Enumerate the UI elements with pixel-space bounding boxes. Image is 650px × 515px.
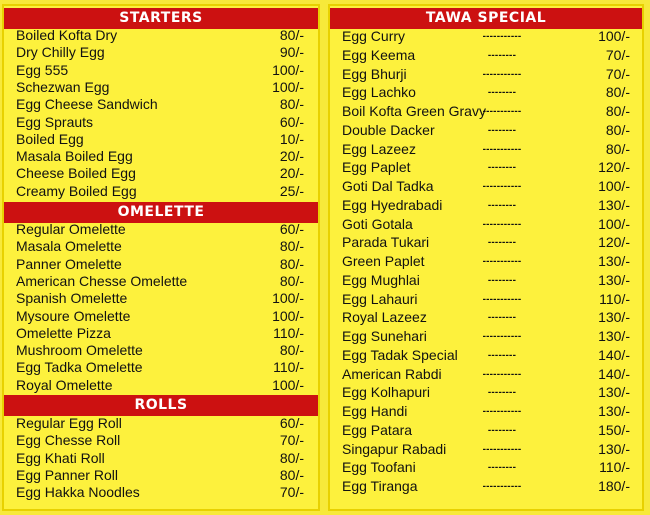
item-name: Egg Cheese Sandwich	[16, 96, 158, 113]
item-price: 80/-	[279, 449, 304, 466]
menu-item	[330, 478, 642, 495]
menu-item	[330, 459, 642, 476]
item-name: Egg Lachko	[342, 84, 416, 101]
item-dash-leader: -----------	[482, 256, 522, 267]
item-price: 150/-	[598, 421, 630, 438]
item-dash-leader: -----------	[482, 143, 522, 155]
item-name: Green Paplet	[342, 253, 425, 269]
item-name: Goti Dal Tadka	[342, 178, 434, 194]
tawa-special-header: TAWA SPECIAL	[330, 8, 642, 29]
item-dash-leader: --------	[487, 237, 517, 249]
item-dash-leader: -----------	[482, 293, 522, 305]
item-name: Egg 555	[16, 61, 69, 78]
menu-item	[330, 291, 642, 308]
menu-item	[4, 238, 318, 255]
item-name: Goti Gotala	[342, 215, 413, 232]
item-name: Egg Handi	[342, 403, 408, 419]
item-name: Boiled Kofta Dry	[16, 27, 118, 43]
omelette-header: OMELETTE	[4, 202, 318, 223]
item-name: Royal Lazeez	[342, 309, 427, 326]
item-dash-leader: --------	[487, 87, 517, 99]
item-name: Omelette Pizza	[16, 324, 111, 341]
menu-item	[330, 328, 642, 345]
item-price: 100/-	[272, 290, 304, 307]
item-price: 130/-	[598, 384, 630, 401]
menu-item	[4, 290, 318, 307]
menu-item	[330, 122, 642, 139]
item-name: Egg Tiranga	[342, 478, 418, 494]
item-price: 80/-	[605, 103, 630, 119]
item-price: 25/-	[279, 182, 304, 199]
item-price: 130/-	[598, 309, 630, 326]
item-name: Egg Tadka Omelette	[16, 359, 143, 376]
item-dash-leader: -----------	[482, 68, 522, 80]
item-price: 20/-	[279, 148, 304, 165]
menu-item	[330, 309, 642, 326]
menu-item	[4, 165, 318, 182]
item-name: Egg Lazeez	[342, 140, 416, 157]
item-price: 130/-	[598, 253, 630, 269]
item-name: Singapur Rabadi	[342, 440, 447, 457]
item-dash-leader: --------	[487, 349, 517, 361]
item-name: Mushroom Omelette	[16, 342, 143, 359]
item-dash-leader: -----------	[482, 331, 522, 342]
item-price: 140/-	[598, 365, 630, 382]
item-price: 130/-	[598, 271, 630, 288]
item-dash-leader: -----------	[482, 181, 522, 192]
menu-item	[4, 44, 318, 61]
item-name: Parada Tukari	[342, 234, 430, 251]
item-price: 120/-	[598, 234, 630, 251]
item-name: Boil Kofta Green Gravy	[342, 103, 486, 119]
item-name: Royal Omelette	[16, 376, 113, 393]
item-price: 120/-	[598, 159, 630, 176]
menu-item	[330, 253, 642, 270]
menu-item	[330, 178, 642, 195]
item-name: Cheese Boiled Egg	[16, 165, 136, 182]
item-price: 60/-	[279, 113, 304, 130]
item-dash-leader: --------	[487, 124, 517, 136]
item-name: American Chesse Omelette	[16, 272, 188, 289]
item-name: Egg Keema	[342, 46, 416, 63]
item-name: Egg Lahauri	[342, 290, 418, 307]
menu-item	[4, 342, 318, 359]
item-dash-leader: --------	[487, 162, 517, 174]
item-name: Panner Omelette	[16, 255, 122, 272]
item-dash-leader: -----------	[482, 443, 522, 455]
item-price: 100/-	[272, 376, 304, 393]
menu-item	[4, 484, 318, 501]
item-price: 70/-	[605, 46, 630, 63]
item-name: Schezwan Egg	[16, 78, 110, 95]
item-name: Egg Panner Roll	[16, 466, 118, 483]
menu-item	[4, 450, 318, 467]
item-name: Egg Hakka Noodles	[16, 484, 140, 501]
menu-item	[330, 84, 642, 101]
item-name: Boiled Egg	[16, 130, 84, 147]
item-name: Egg Tadak Special	[342, 346, 458, 363]
item-price: 60/-	[279, 221, 304, 237]
item-dash-leader: --------	[487, 387, 517, 399]
item-price: 80/-	[279, 255, 304, 272]
item-name: Egg Toofani	[342, 459, 416, 476]
item-dash-leader: --------	[487, 274, 517, 286]
item-price: 70/-	[605, 65, 630, 82]
item-price: 100/-	[598, 215, 630, 232]
item-name: Egg Sunehari	[342, 328, 427, 344]
item-price: 180/-	[598, 478, 630, 494]
item-name: Spanish Omelette	[16, 290, 128, 307]
menu-item	[330, 141, 642, 158]
menu-item	[4, 359, 318, 376]
item-price: 130/-	[598, 440, 630, 457]
item-price: 130/-	[598, 196, 630, 213]
menu-item	[4, 221, 318, 238]
item-price: 100/-	[272, 61, 304, 78]
item-name: Egg Chesse Roll	[16, 432, 121, 449]
menu-item	[330, 66, 642, 83]
item-name: Double Dacker	[342, 121, 435, 138]
item-name: Regular Omelette	[16, 221, 126, 237]
menu-item	[4, 79, 318, 96]
item-price: 100/-	[598, 28, 630, 44]
item-price: 140/-	[598, 346, 630, 363]
menu-item	[4, 377, 318, 394]
item-name: Egg Khati Roll	[16, 449, 105, 466]
item-price: 80/-	[279, 27, 304, 43]
item-price: 110/-	[599, 459, 630, 476]
starters-header: STARTERS	[4, 8, 318, 29]
item-name: Egg Bhurji	[342, 65, 407, 82]
menu-item	[4, 27, 318, 44]
item-dash-leader: -----------	[482, 406, 522, 417]
item-price: 80/-	[605, 140, 630, 157]
item-name: Egg Mughlai	[342, 271, 420, 288]
item-name: Mysoure Omelette	[16, 307, 131, 324]
item-price: 130/-	[598, 403, 630, 419]
menu-item	[4, 183, 318, 200]
item-name: Egg Kolhapuri	[342, 384, 430, 401]
item-price: 80/-	[279, 466, 304, 483]
item-name: American Rabdi	[342, 365, 442, 382]
item-name: Masala Omelette	[16, 238, 122, 255]
menu-item	[4, 415, 318, 432]
menu-item	[4, 96, 318, 113]
item-name: Dry Chilly Egg	[16, 44, 105, 61]
item-price: 130/-	[598, 328, 630, 344]
item-price: 110/-	[599, 290, 630, 307]
menu-item	[330, 103, 642, 120]
item-price: 80/-	[279, 342, 304, 359]
menu-item	[4, 467, 318, 484]
left-menu-panel	[2, 4, 320, 511]
item-name: Regular Egg Roll	[16, 415, 122, 431]
item-price: 80/-	[605, 121, 630, 138]
item-price: 80/-	[279, 238, 304, 255]
menu-item	[330, 159, 642, 176]
item-dash-leader: -----------	[482, 31, 522, 42]
menu-item	[4, 131, 318, 148]
item-price: 70/-	[279, 484, 304, 501]
menu-item	[4, 325, 318, 342]
menu-item	[330, 347, 642, 364]
item-price: 20/-	[279, 165, 304, 182]
item-price: 80/-	[279, 272, 304, 289]
item-dash-leader: -----------	[482, 218, 522, 230]
menu-item	[330, 366, 642, 383]
menu-item	[4, 273, 318, 290]
menu-item	[330, 216, 642, 233]
menu-item	[4, 432, 318, 449]
menu-item	[4, 148, 318, 165]
item-price: 110/-	[273, 324, 304, 341]
menu-item	[4, 256, 318, 273]
item-name: Egg Sprauts	[16, 113, 94, 130]
item-price: 100/-	[272, 78, 304, 95]
menu-item	[330, 403, 642, 420]
item-dash-leader: --------	[487, 49, 517, 61]
item-dash-leader: --------	[487, 462, 517, 474]
item-price: 70/-	[279, 432, 304, 449]
menu-item	[330, 234, 642, 251]
rolls-header: ROLLS	[4, 395, 318, 416]
item-name: Egg Paplet	[342, 159, 411, 176]
item-name: Egg Hyedrabadi	[342, 196, 443, 213]
item-price: 100/-	[272, 307, 304, 324]
item-price: 10/-	[279, 130, 304, 147]
item-dash-leader: --------	[487, 199, 517, 211]
item-dash-leader: --------	[487, 312, 517, 324]
menu-item	[330, 47, 642, 64]
right-menu-panel	[328, 4, 644, 511]
menu-item	[330, 384, 642, 401]
menu-item	[4, 62, 318, 79]
item-dash-leader: --------	[487, 424, 517, 436]
item-price: 80/-	[279, 96, 304, 113]
menu-item	[330, 441, 642, 458]
item-dash-leader: -----------	[482, 106, 522, 117]
menu-item	[4, 114, 318, 131]
item-dash-leader: -----------	[482, 368, 522, 380]
item-name: Creamy Boiled Egg	[16, 182, 137, 199]
item-name: Egg Patara	[342, 421, 413, 438]
item-price: 90/-	[279, 44, 304, 61]
item-price: 110/-	[273, 359, 304, 376]
item-name: Egg Curry	[342, 28, 406, 44]
menu-item	[4, 308, 318, 325]
menu-item	[330, 197, 642, 214]
item-dash-leader: -----------	[482, 481, 522, 492]
item-name: Masala Boiled Egg	[16, 148, 133, 165]
menu-item	[330, 28, 642, 45]
item-price: 100/-	[598, 178, 630, 194]
item-price: 60/-	[279, 415, 304, 431]
menu-item	[330, 272, 642, 289]
menu-item	[330, 422, 642, 439]
item-price: 80/-	[605, 84, 630, 101]
